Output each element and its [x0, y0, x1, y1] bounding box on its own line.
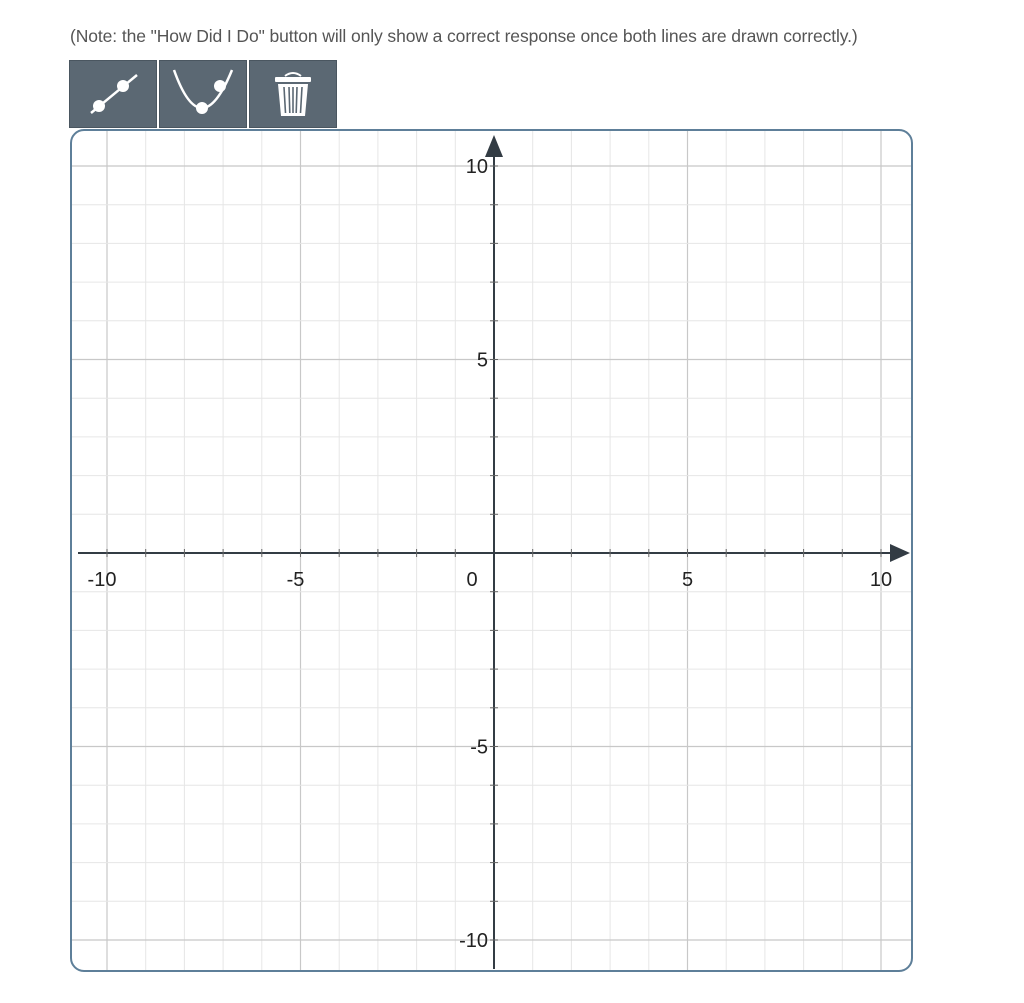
y-axis-arrow: [485, 135, 503, 157]
instruction-note: (Note: the "How Did I Do" button will only show a correct response once both lines are drawn correctly.): [70, 26, 858, 46]
y-tick-label: -10: [459, 930, 488, 952]
x-tick-label: -5: [286, 569, 305, 591]
graph-board[interactable]: [70, 129, 913, 972]
line-tool-button[interactable]: [69, 60, 157, 128]
line-segment-icon: [83, 69, 143, 119]
x-tick-label: -10: [87, 569, 117, 591]
y-tick-label: 5: [476, 349, 488, 372]
graph-toolbar: [69, 60, 337, 128]
parabola-tool-button[interactable]: [159, 60, 247, 128]
x-tick-label: 0: [466, 569, 478, 591]
coordinate-plane[interactable]: [72, 131, 913, 972]
x-tick-label: 10: [869, 569, 893, 591]
x-axis-arrow: [890, 544, 910, 562]
x-tick-label: 5: [681, 569, 694, 591]
delete-tool-button[interactable]: [249, 60, 337, 128]
y-tick-label: 10: [465, 156, 488, 178]
y-tick-label: -5: [470, 736, 488, 759]
trash-icon: [271, 70, 315, 118]
parabola-icon: [168, 66, 238, 122]
